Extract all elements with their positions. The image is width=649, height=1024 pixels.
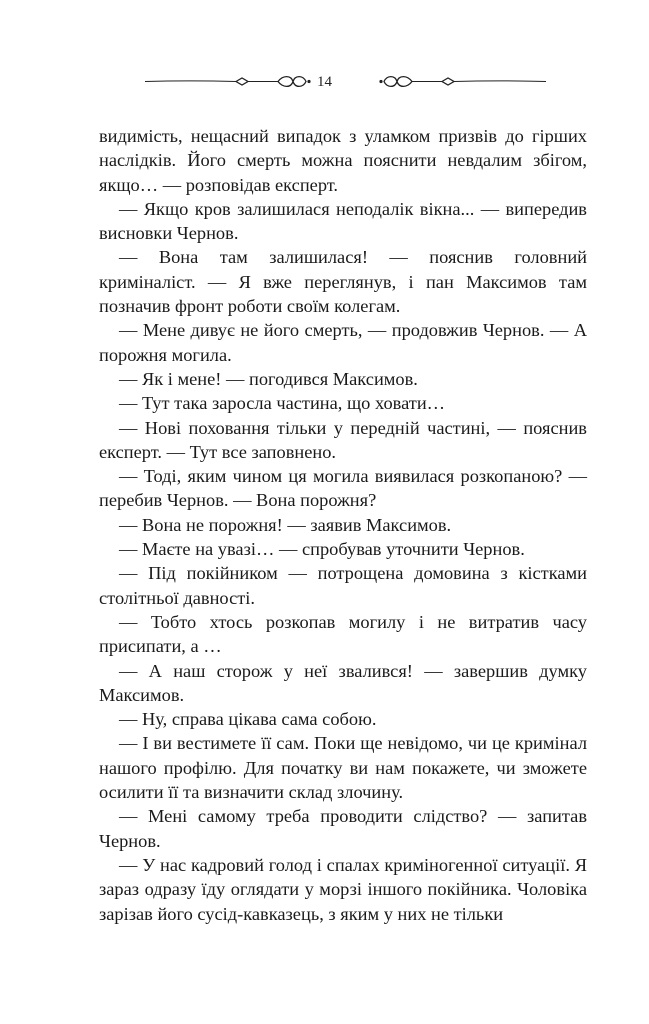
paragraph: — Нові поховання тільки у передній частині, — пояснив експерт. — Тут все заповнено. <box>99 417 587 462</box>
paragraph: — Під покійником — потрощена домовина з кістками столітньої давності. <box>99 563 587 608</box>
paragraph: — Мені самому треба проводити слідство? — запитав Чернов. <box>99 806 587 851</box>
paragraph: — Ну, справа цікава сама собою. <box>119 709 377 730</box>
paragraph: — Якщо кров залишилася неподалік вікна... — випередив висновки Чернов. <box>99 198 587 244</box>
paragraph: — А наш сторож у неї звалився! — завершив думку Максимов. <box>99 660 587 705</box>
paragraph: — Тобто хтось розкопав могилу і не витратив часу присипати, а … <box>99 611 587 657</box>
paragraph: видимість, нещасний випадок з уламком призвів до гірших наслідків. Його смерть можна пояснити невдалим збігом, якщо… — розповідав експерт. <box>99 126 587 195</box>
paragraph: — Тоді, яким чином ця могила виявилася розкопаною? — перебив Чернов. — Вона порожня? <box>99 466 587 511</box>
page-header <box>0 62 649 102</box>
body-text <box>99 124 587 926</box>
paragraph: — У нас кадровий голод і спалах криміногенної ситуації. Я зараз одразу їду оглядати у морзі іншого покійника. Чоловіка зарізав його сусід-кавказець, з яким у них не тільки <box>99 854 587 924</box>
paragraph: — Вона не порожня! — заявив Максимов. <box>119 514 452 535</box>
paragraph: — Мене дивує не його смерть, — продовжив Чернов. — А порожня могила. <box>99 320 587 365</box>
page-number: 14 <box>317 74 332 90</box>
paragraph: — І ви вестимете її сам. Поки ще невідомо, чи це кримінал нашого профілю. Для початку ви нам покажете, чи зможете осилити її та визначити склад злочину. <box>99 733 587 803</box>
paragraph: — Тут така заросла частина, що ховати… <box>119 393 446 414</box>
paragraph: — Як і мене! — погодився Максимов. <box>119 368 418 389</box>
paragraph: — Вона там залишилася! — пояснив головний криміналіст. — Я вже переглянув, і пан Максимов там позначив фронт роботи своїм колегам. <box>99 247 587 317</box>
paragraph: — Маєте на увазі… — спробував уточнити Чернов. <box>119 539 525 560</box>
